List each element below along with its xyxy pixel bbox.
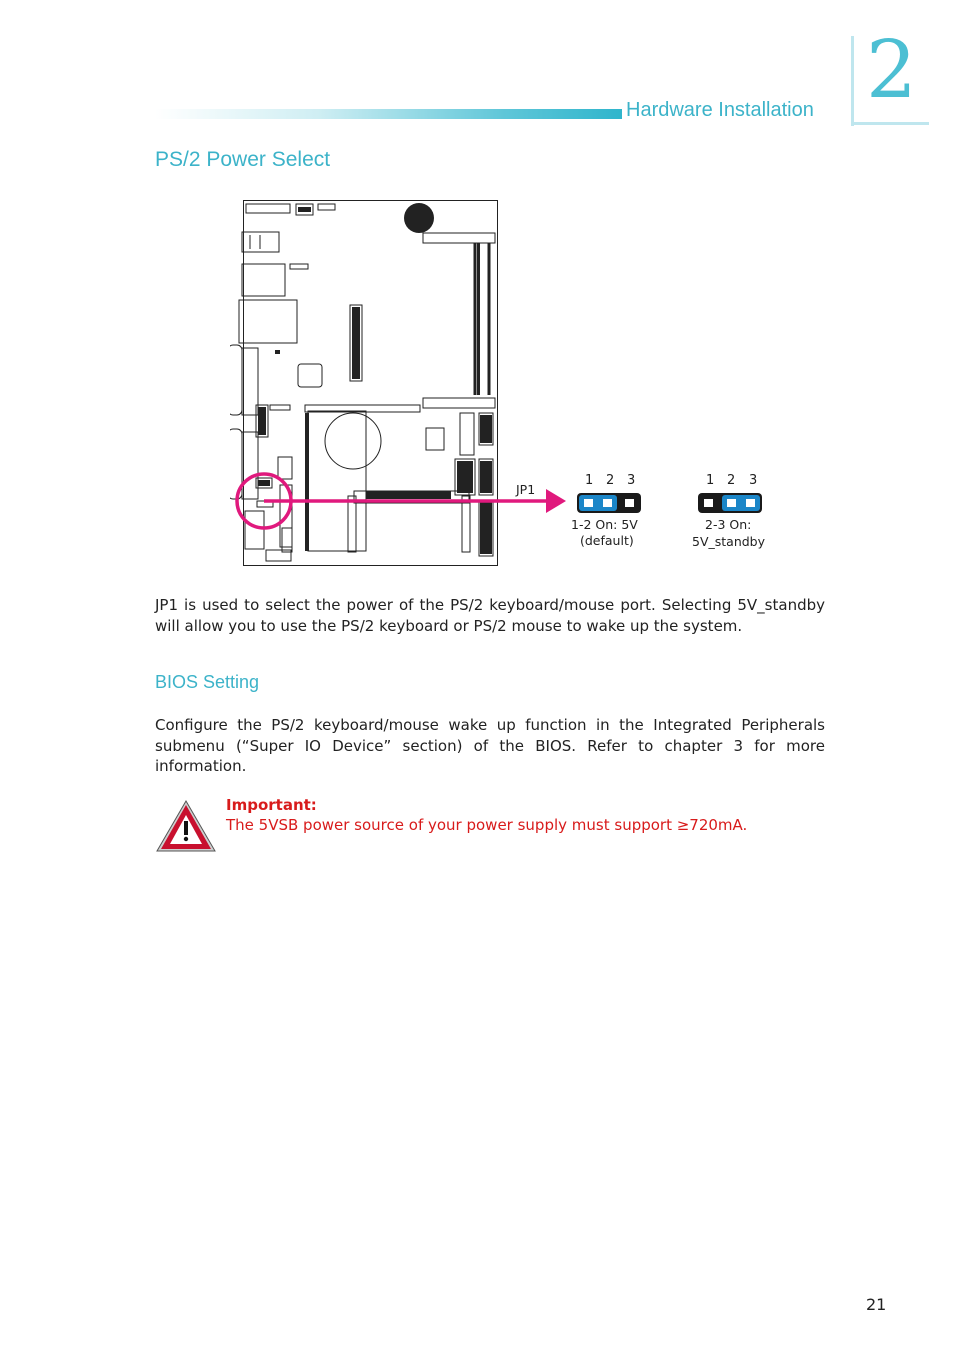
pin-number: 1 <box>585 473 594 488</box>
warning-icon <box>155 799 217 854</box>
board-outline <box>244 201 498 566</box>
description-paragraph: JP1 is used to select the power of the PS/2 keyboard/mouse port. Selecting 5V_standby will allow you to use the PS/2 keyboard or PS/2 mouse to wake up the system. <box>155 596 825 635</box>
chapter-box-line <box>851 122 929 125</box>
page-number: 21 <box>866 1295 887 1314</box>
chapter-number: 2 <box>866 23 917 116</box>
pin-number: 2 <box>606 473 615 488</box>
pin-number: 1 <box>706 473 715 488</box>
pin-number: 2 <box>727 473 736 488</box>
option-b-caption: 2-3 On: <box>705 517 752 532</box>
board-diagram <box>230 195 790 570</box>
pin-number: 3 <box>749 473 758 488</box>
bios-paragraph: Configure the PS/2 keyboard/mouse wake up function in the Integrated Peripherals submenu (“Super IO Device” section) of the BIOS. Refer to chapter 3 for more information. <box>155 716 825 775</box>
important-label: Important: <box>226 796 317 814</box>
jumper-option-a <box>577 493 641 513</box>
bios-setting-heading: BIOS Setting <box>155 672 260 692</box>
option-a-caption: 1-2 On: 5V <box>571 517 638 532</box>
important-text: The 5VSB power source of your power supply must support ≥720mA. <box>226 816 748 834</box>
option-a-caption: (default) <box>580 533 634 548</box>
jumper-option-b <box>698 493 762 513</box>
section-title: PS/2 Power Select <box>155 148 331 171</box>
pin-number: 3 <box>627 473 636 488</box>
header-title: Hardware Installation <box>626 99 814 121</box>
jumper-label: JP1 <box>516 482 536 497</box>
header-gradient-bar <box>155 109 622 119</box>
pointer-arrow-head <box>546 489 566 513</box>
chapter-box-line <box>851 36 854 126</box>
option-b-caption: 5V_standby <box>692 534 766 549</box>
